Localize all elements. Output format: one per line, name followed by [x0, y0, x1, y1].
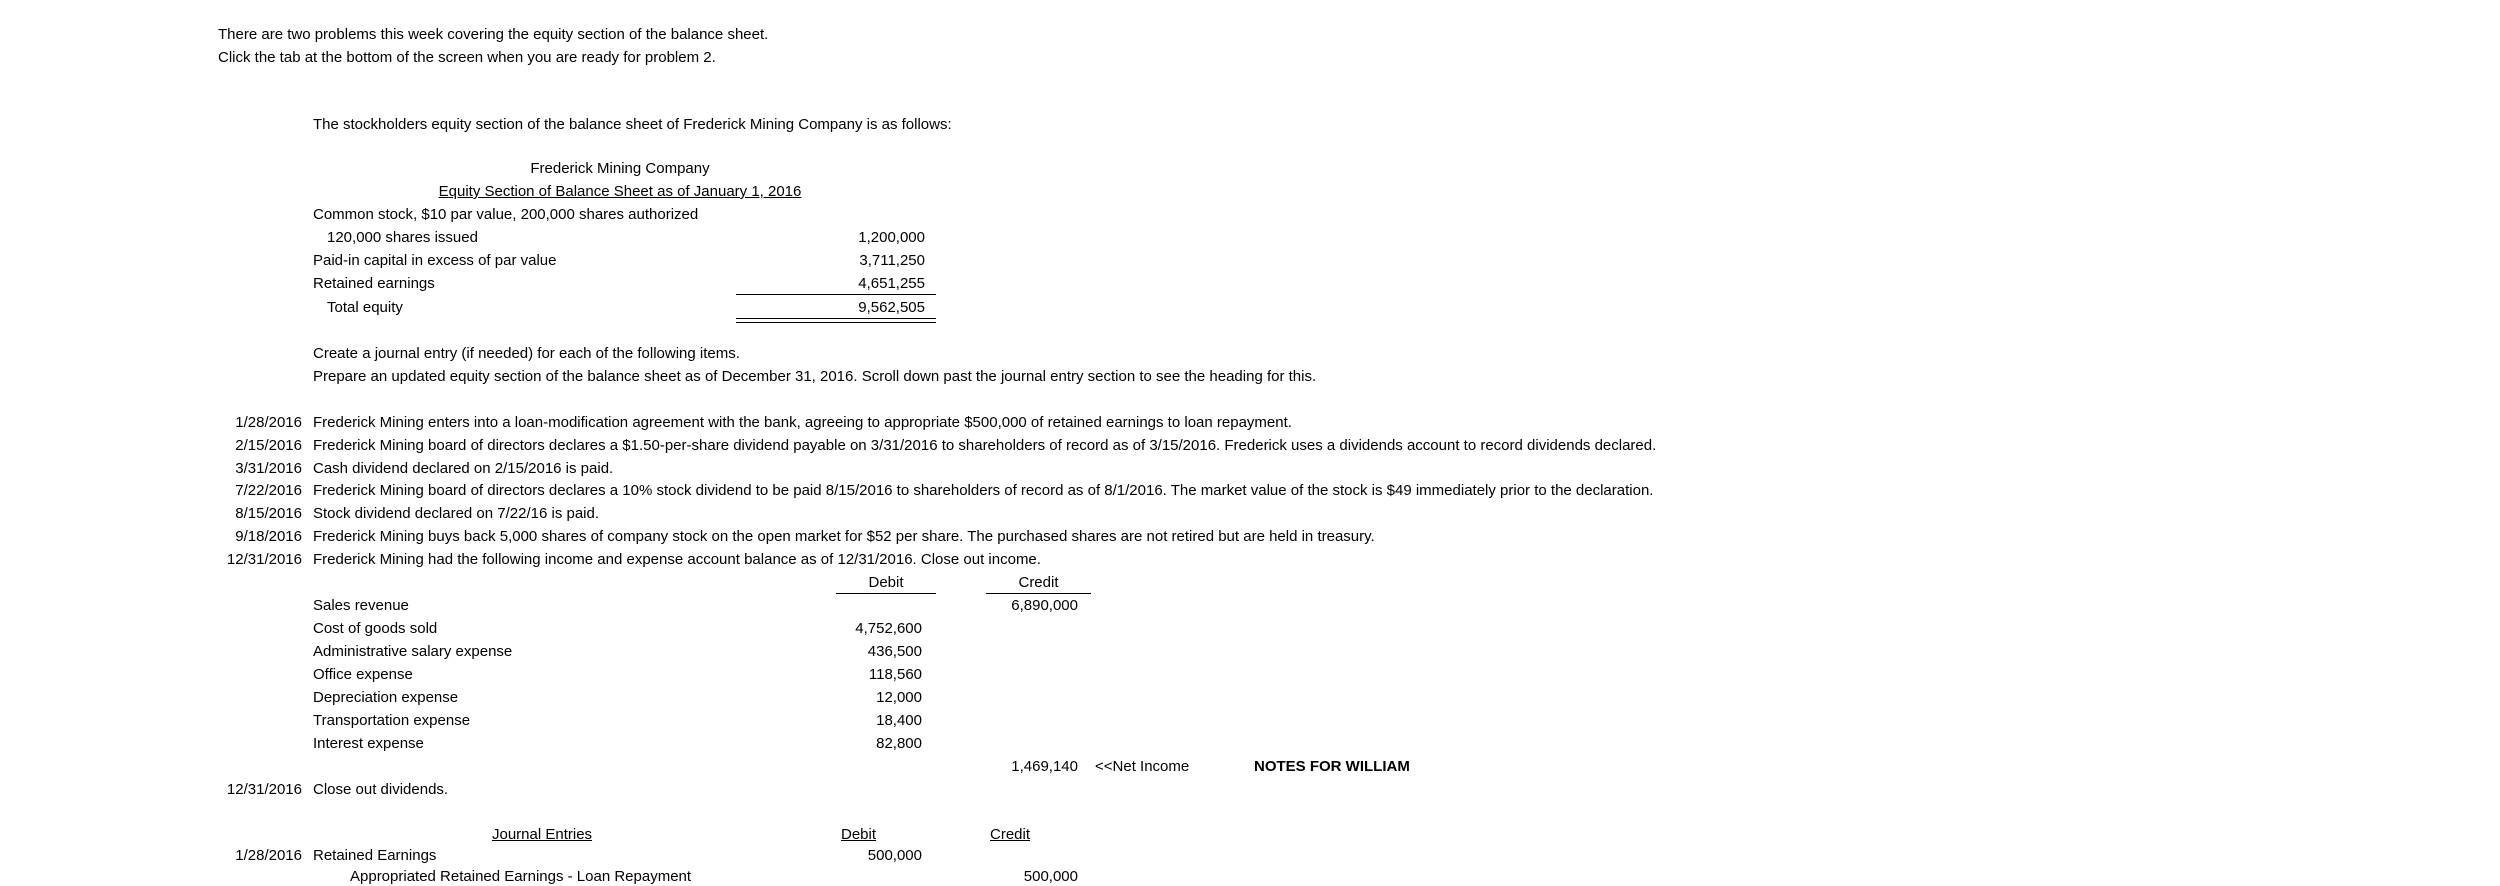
bs-row-label: Retained earnings [313, 275, 435, 292]
expense-debit: 82,800 [876, 735, 922, 752]
event-text: Frederick Mining enters into a loan-modification agreement with the bank, agreeing to appropriate $500,000 of retained earnings to loan repayment. [313, 414, 1292, 431]
event-date: 2/15/2016 [235, 437, 302, 454]
expense-debit: 4,752,600 [855, 620, 922, 637]
expense-label: Interest expense [313, 735, 424, 752]
journal-debit-account: Retained Earnings [313, 847, 437, 864]
bs-row-value: 4,651,255 [858, 275, 925, 292]
close-dividends-text: Close out dividends. [313, 781, 449, 798]
expense-label: Office expense [313, 666, 413, 683]
instruction-line-1: Create a journal entry (if needed) for each of the following items. [313, 345, 740, 362]
bs-row-value: 1,200,000 [858, 229, 925, 246]
income-debit-header-rule [836, 593, 936, 594]
expense-debit: 436,500 [867, 643, 922, 660]
bs-row-value: 3,711,250 [859, 252, 925, 269]
event-date: 9/18/2016 [235, 528, 302, 545]
expense-debit: 118,560 [868, 666, 922, 683]
event-text: Frederick Mining buys back 5,000 shares of company stock on the open market for $52 per share. The purchased shares are not retired but are held in treasury. [313, 528, 1375, 545]
company-name: Frederick Mining Company [530, 160, 710, 177]
expense-debit: 12,000 [876, 689, 922, 706]
net-income-label: <<Net Income [1095, 758, 1190, 775]
event-date: 8/15/2016 [235, 505, 302, 522]
subtotal-rule [736, 294, 936, 295]
bs-row-label: 120,000 shares issued [327, 229, 478, 246]
event-date: 3/31/2016 [235, 460, 302, 477]
journal-debit-amount: 500,000 [867, 847, 922, 864]
notes-heading: NOTES FOR WILLIAM [1254, 758, 1410, 775]
expense-label: Administrative salary expense [313, 643, 513, 660]
total-double-rule-top [736, 318, 936, 319]
total-double-rule-bottom [736, 322, 936, 323]
sales-revenue-credit: 6,890,000 [1011, 597, 1078, 614]
intro-line-2: Click the tab at the bottom of the screen when you are ready for problem 2. [218, 49, 716, 66]
event-date: 7/22/2016 [235, 482, 302, 499]
bs-row-label: Paid-in capital in excess of par value [313, 252, 557, 269]
expense-label: Transportation expense [313, 712, 471, 729]
journal-debit-header: Debit [841, 826, 877, 843]
income-credit-header-rule [986, 593, 1091, 594]
income-debit-header: Debit [868, 574, 904, 591]
common-stock-label: Common stock, $10 par value, 200,000 shares authorized [313, 206, 699, 223]
journal-credit-amount: 500,000 [1023, 868, 1078, 885]
event-text: Stock dividend declared on 7/22/16 is paid. [313, 505, 600, 522]
close-dividends-date: 12/31/2016 [226, 781, 302, 798]
net-income-value: 1,469,140 [1011, 758, 1078, 775]
intro-line-1: There are two problems this week covering the equity section of the balance sheet. [218, 26, 769, 43]
event-date: 12/31/2016 [226, 551, 302, 568]
event-text: Frederick Mining board of directors declares a 10% stock dividend to be paid 8/15/2016 to shareholders of record as of 8/1/2016. The market value of the stock is $49 immediately prior to the declaration. [313, 482, 1654, 499]
journal-credit-account: Appropriated Retained Earnings - Loan Repayment [350, 868, 692, 885]
event-text: Frederick Mining board of directors declares a $1.50-per-share dividend payable on 3/31/2016 to shareholders of record as of 3/15/2016. Frederick uses a dividends account to record dividends declared. [313, 437, 1657, 454]
journal-credit-header: Credit [990, 826, 1031, 843]
event-text: Cash dividend declared on 2/15/2016 is paid. [313, 460, 614, 477]
expense-label: Depreciation expense [313, 689, 459, 706]
problem-intro: The stockholders equity section of the balance sheet of Frederick Mining Company is as follows: [313, 116, 952, 133]
expense-label: Cost of goods sold [313, 620, 438, 637]
sales-revenue-label: Sales revenue [313, 597, 409, 614]
total-equity-value: 9,562,505 [858, 299, 925, 316]
journal-entry-date: 1/28/2016 [235, 847, 302, 864]
event-date: 1/28/2016 [235, 414, 302, 431]
event-text: Frederick Mining had the following income and expense account balance as of 12/31/2016. Close out income. [313, 551, 1041, 568]
journal-heading: Journal Entries [492, 826, 593, 843]
total-equity-label: Total equity [327, 299, 403, 316]
instruction-line-2: Prepare an updated equity section of the balance sheet as of December 31, 2016. Scroll down past the journal entry section to see the heading for this. [313, 368, 1317, 385]
balance-sheet-title: Equity Section of Balance Sheet as of January 1, 2016 [438, 183, 802, 200]
expense-debit: 18,400 [876, 712, 922, 729]
income-credit-header: Credit [1018, 574, 1059, 591]
